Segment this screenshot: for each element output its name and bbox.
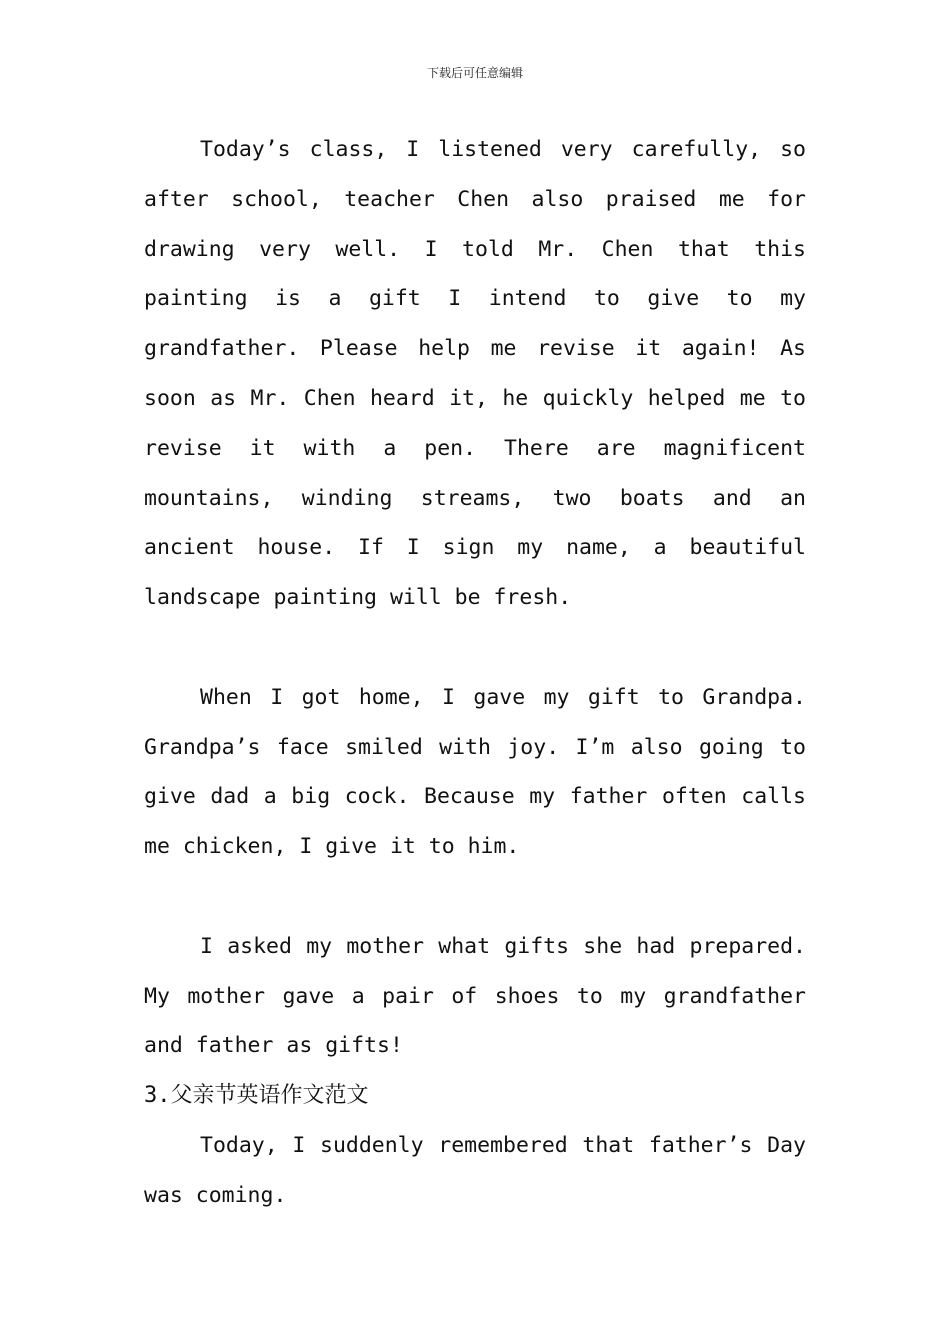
paragraph-spacer (144, 872, 806, 922)
paragraph-class-gift: Today’s class, I listened very carefully, so after school, teacher Chen also praised me for drawing very well. I told Mr. Chen that this painting is a gift I intend to give to my grandfather. Please help me revise it again! As soon as Mr. Chen heard it, he quickly helped me to revise it with a pen. There are magnificent mountains, winding streams, two boats and an ancient house. If I sign my name, a beautiful landscape painting will be fresh. (144, 137, 806, 611)
section-heading: 3.父亲节英语作文范文 (144, 1083, 369, 1109)
document-body (144, 125, 806, 1221)
paragraph-mother-gift: I asked my mother what gifts she had prepared. My mother gave a pair of shoes to my grandfather and father as gifts! (144, 933, 806, 1059)
page-header-note: 下载后可任意编辑 (426, 66, 523, 80)
paragraph-fathers-day: Today, I suddenly remembered that father’s Day was coming. (144, 1132, 806, 1208)
paragraph-spacer (144, 623, 806, 673)
paragraph-grandpa-gift: When I got home, I gave my gift to Grandpa. Grandpa’s face smiled with joy. I’m also going to give dad a big cock. Because my father often calls me chicken, I give it to him. (144, 684, 806, 860)
